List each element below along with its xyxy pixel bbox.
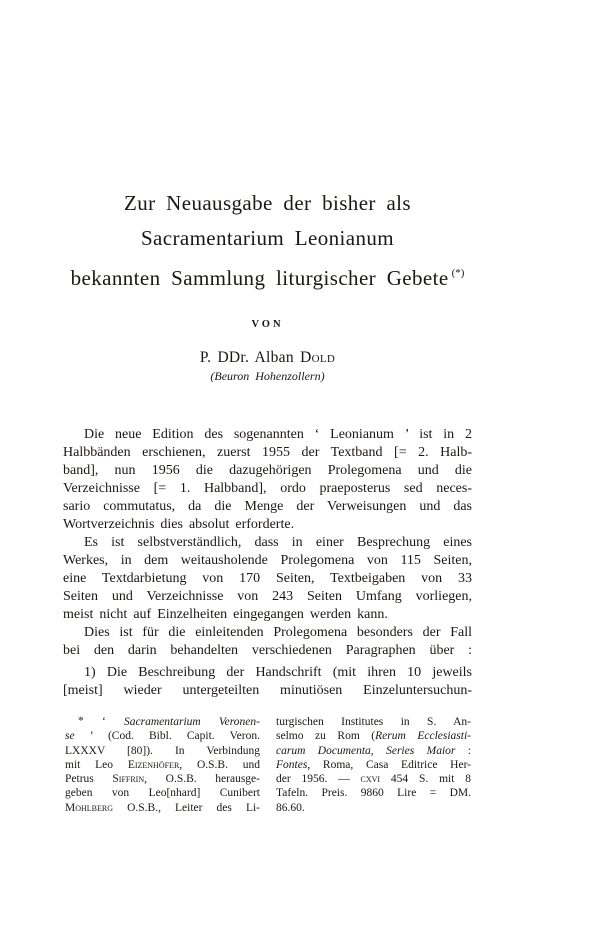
footnote-text-segment: 86.60. [276,801,305,814]
body-line: eine Textdarbietung von 170 Seiten, Textbeigaben von 33 [63,571,472,586]
footnote-text-segment: se [65,730,75,743]
body-line: Halbbänden erschienen, zuerst 1955 der Textband [= 2. Halb- [63,445,472,460]
footnote-line [276,758,471,772]
footnote-text-segment: 454 S. mit 8 [380,773,471,786]
footnote-text-segment: Sacramentarium Veronen- [124,716,260,728]
footnote-text-segment: ‘ [101,716,125,728]
article-title [63,186,472,296]
title-line: Sacramentarium Leonianum [140,226,395,250]
footnote-text-segment: Siffrin [112,773,145,786]
body-line: bei den darin behandelten verschiedenen Paragraphen über : [63,643,472,658]
footnote-line [276,744,471,758]
footnote-text-segment: Eizenhöfer [127,758,180,771]
footnote-line [65,772,260,786]
footnote-text-segment: geben von Leo[nhard] Cunibert [65,787,260,800]
footnote-text-segment: selmo zu Rom ( [276,730,376,743]
footnote-line [276,715,471,729]
footnote-line [276,801,471,815]
title-line [63,256,472,296]
footnote-text-segment: : [455,744,471,757]
body-line: Seiten und Verzeichnisse von 243 Seiten Umfang vorliegen, [63,589,472,604]
footnote-column-left [65,715,260,815]
footnote-text-segment: turgischen Institutes in S. An- [276,716,471,728]
footnote-line [276,729,471,743]
footnote-text-segment: Petrus [65,773,113,786]
body-line: Dies ist für die einleitenden Prolegomena besonders der Fall [84,625,472,640]
footnote-text-segment: Mohlberg [65,801,114,814]
footnote-text-segment: der 1956. — [276,773,361,786]
author-name [63,349,472,367]
footnote-text-segment: mit Leo [65,758,128,771]
footnote-text-segment: carum Documenta, Series Maior [276,744,456,757]
body-paragraph [63,534,472,624]
footnote-text-segment: Rerum Ecclesiasti- [375,730,471,743]
author-affiliation: (Beuron Hohenzollern) [210,369,325,383]
body-line: Wortverzeichnis dies absolut erforderte. [63,517,295,532]
body-paragraph [63,664,472,700]
footnote-text-segment: Fontes [276,758,308,771]
footnote-text-segment: ’ (Cod. Bibl. Capit. Veron. [74,730,260,743]
footnote-line [65,744,260,758]
footnote-text-segment: cxvi [360,773,381,786]
article-header [63,186,472,384]
footnote-text-segment: , O.S.B. und [179,758,260,771]
footnote-block [63,715,472,815]
footnote-text-segment: LXXXV [80]). In Verbindung [65,744,260,757]
text-column [63,186,472,815]
body-line: Verzeichnisse [= 1. Halbband], ordo praeposterus sed neces- [63,481,472,496]
footnote-text-segment: , Roma, Casa Editrice Her- [307,758,471,771]
article-body [63,426,472,700]
footnote-text-segment: O.S.B., Leiter des Li- [113,801,260,814]
footnote-asterisk: * [78,715,102,727]
footnote-marker: (*) [451,267,465,279]
footnote-line [65,715,260,729]
body-paragraph [63,426,472,534]
body-line: meist nicht auf Einzelheiten eingegangen werden kann. [63,607,388,622]
author-surname: Dold [300,349,336,366]
body-line: Werkes, in dem weitausholende Prolegomena von 115 Seiten, [63,553,472,568]
title-line-text: bekannten Sammlung liturgischer Gebete [70,266,449,290]
body-line: band], nun 1956 die dazugehörigen Prolegomena und die [63,463,472,478]
footnote-line [276,772,471,786]
footnote-line [65,729,260,743]
body-line: [meist] wieder untergeteilten minutiösen Einzeluntersuchun- [63,683,472,698]
byline: VON [251,319,284,330]
body-line: sario commutatus, da die Menge der Verweisungen und das [63,499,472,514]
title-line: Zur Neuausgabe der bisher als [123,191,411,215]
footnote-line [65,801,260,815]
footnote-column-right [276,715,471,815]
body-line: 1) Die Beschreibung der Handschrift (mit ihren 10 jeweils [84,665,472,680]
footnote-text-segment: , O.S.B. herausge- [144,773,260,786]
body-line: Es ist selbstverständlich, dass in einer Besprechung eines [84,535,472,550]
footnote-text-segment: Tafeln. Preis. 9860 Lire = DM. [276,787,471,800]
footnote-line [65,758,260,772]
author-prefix: P. DDr. Alban [199,349,301,366]
footnote-line [276,786,471,800]
body-paragraph [63,624,472,660]
footnote-line [65,786,260,800]
body-line: Die neue Edition des sogenannten ‘ Leonianum ’ ist in 2 [84,427,472,442]
